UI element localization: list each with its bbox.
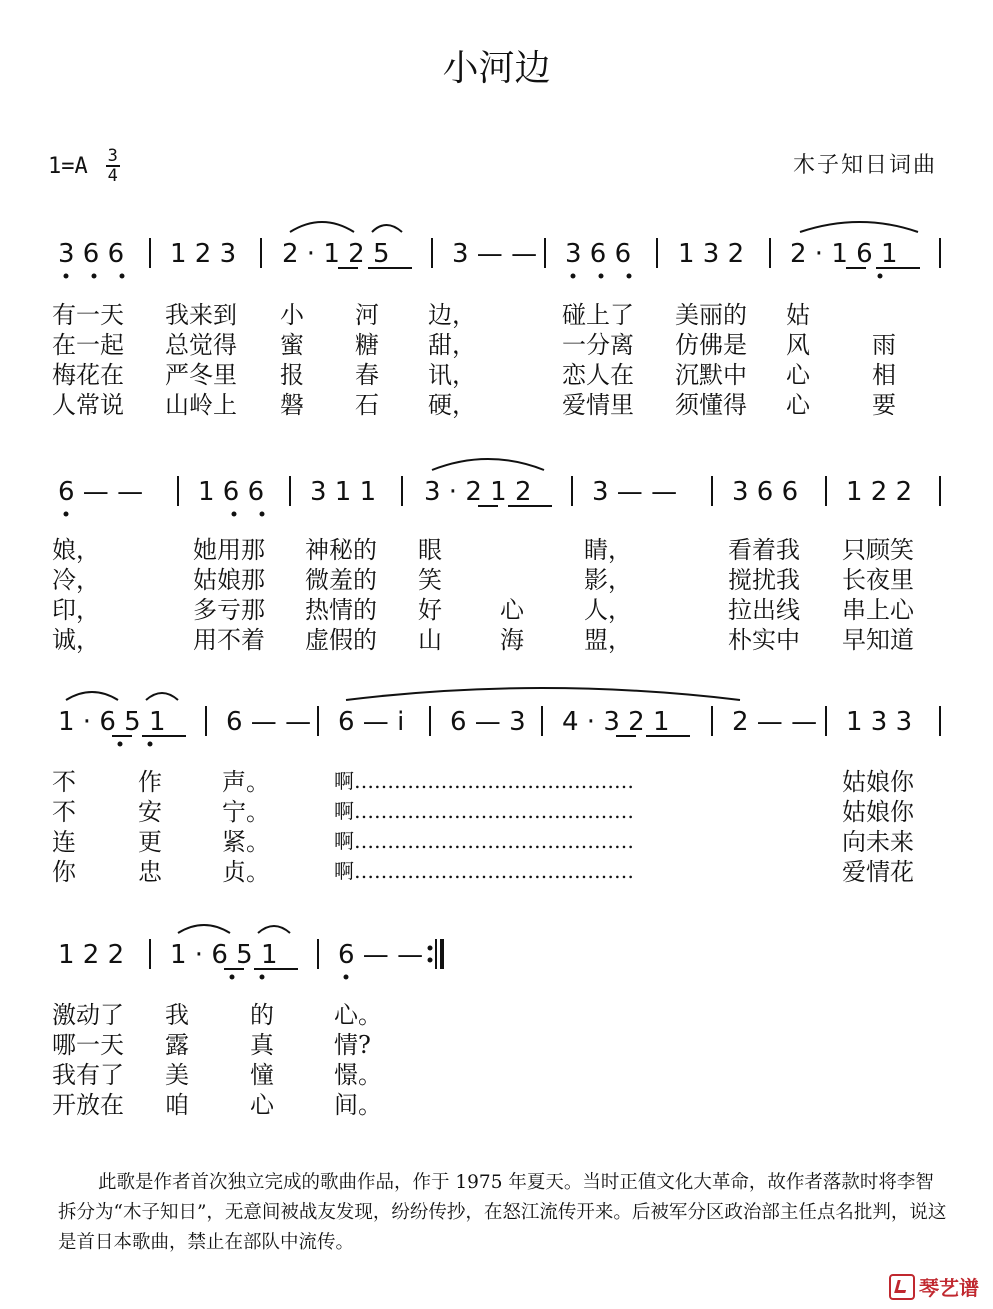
lyric: 虚假的: [305, 626, 377, 654]
m3-4: 6 — 3: [450, 707, 526, 737]
lyric: 印，: [52, 596, 100, 624]
system-4: [58, 940, 423, 970]
watermark-logo: [889, 1272, 979, 1301]
lyric: 啊……………………………………: [334, 769, 634, 793]
m4-3: 6 — —: [338, 940, 424, 970]
system-1-dots: [64, 274, 883, 279]
lyric: 我有了: [52, 1061, 124, 1089]
m2-7: 1 2 2: [846, 477, 913, 507]
lyric: 笑: [418, 566, 442, 594]
m2-5: 3 — —: [592, 477, 678, 507]
lyric: 河: [355, 301, 379, 329]
m2-1: 6 — —: [58, 477, 144, 507]
m3-3: 6 — i: [338, 707, 405, 737]
lyric: 啊……………………………………: [334, 859, 634, 883]
lyric: 憬。: [334, 1061, 382, 1089]
logo-icon: [889, 1274, 915, 1300]
lyric: 在一起: [52, 331, 124, 359]
lyric: 硬，: [428, 391, 476, 419]
watermark-text: 琴艺谱: [919, 1276, 979, 1300]
lyric: 我: [165, 1001, 189, 1029]
lyric: 真: [250, 1031, 274, 1059]
lyric: 人常说: [52, 391, 124, 419]
lyric: 姑娘你: [842, 768, 914, 796]
m3-7: 1 3 3: [846, 707, 913, 737]
lyric: 连: [52, 828, 76, 856]
lyric: 心: [250, 1091, 274, 1119]
system-3-dots: [118, 742, 153, 747]
lyric: 沉默中: [675, 361, 747, 389]
lyric: 冷，: [52, 566, 100, 594]
m2-6: 3 6 6: [732, 477, 799, 507]
lyric: 神秘的: [305, 536, 377, 564]
lyric: 长夜里: [842, 566, 914, 594]
system-2-marks: [178, 459, 940, 506]
lyric: 情?: [334, 1031, 371, 1059]
key-label: 1=A: [48, 153, 88, 179]
lyric: 严冬里: [165, 361, 237, 389]
lyric: 爱情里: [562, 391, 634, 419]
m3-5: 4 · 3 2 1: [562, 707, 670, 737]
song-note: 此歌是作者首次独立完成的歌曲作品，作于 1975 年夏天。当时正值文化大革命，故作者落款时将李智拆分为“木子知日”，无意间被战友发现，纷纷传抄，在怒江流传开来。后被军分区政治部主任点名批判，说这是首日本歌曲，禁止在部队中流传。: [58, 1172, 947, 1253]
m4-1: 1 2 2: [58, 940, 125, 970]
lyric: 总觉得: [165, 331, 237, 359]
lyric: 心: [500, 596, 524, 624]
lyric: 娘，: [52, 536, 100, 564]
lyric: 早知道: [842, 626, 914, 654]
m1-7: 2 · 1 6 1: [790, 239, 898, 269]
system-1: [58, 239, 898, 269]
lyric: 一分离: [562, 331, 634, 359]
lyric: 姑娘你: [842, 798, 914, 826]
lyric: 糖: [355, 331, 379, 359]
lyric: 更: [138, 828, 162, 856]
lyric: 石: [355, 391, 379, 419]
m3-1: 1 · 6 5 1: [58, 707, 166, 737]
lyric: 热情的: [305, 596, 377, 624]
lyric: 不: [52, 768, 76, 796]
lyric: 咱: [165, 1091, 189, 1119]
lyric: 搅扰我: [728, 566, 800, 594]
m1-5: 3 6 6: [565, 239, 632, 269]
lyric: 人，: [584, 596, 632, 624]
lyric: 只顾笑: [842, 536, 914, 564]
lyric: 甜，: [428, 331, 476, 359]
lyric: 仿佛是: [675, 331, 747, 359]
lyric: 用不着: [193, 626, 265, 654]
lyric: 美: [165, 1061, 189, 1089]
lyric: 蜜: [280, 331, 304, 359]
lyric: 她用那: [193, 536, 265, 564]
lyric: 不: [52, 798, 76, 826]
lyric: 露: [165, 1031, 189, 1059]
lyric: 讯，: [428, 361, 476, 389]
lyric: 边，: [428, 301, 476, 329]
lyric: 恋人在: [562, 361, 634, 389]
lyric: 看着我: [728, 536, 800, 564]
lyric: 串上心: [842, 596, 914, 624]
lyric: 心: [786, 361, 810, 389]
system-3: [58, 707, 912, 737]
lyric: 作: [138, 768, 162, 796]
lyric: 你: [52, 858, 76, 886]
lyric: 宁。: [222, 798, 270, 826]
lyric: 雨: [872, 331, 896, 359]
m4-2: 1 · 6 5 1: [170, 940, 278, 970]
lyric: 贞。: [222, 858, 270, 886]
lyric: 激动了: [52, 1001, 124, 1029]
lyric: 好: [418, 596, 442, 624]
m1-3: 2 · 1 2 5: [282, 239, 390, 269]
lyric: 碰上了: [562, 301, 634, 329]
lyric: 盟，: [584, 626, 632, 654]
lyric: 春: [355, 361, 379, 389]
lyric: 心: [786, 391, 810, 419]
lyric: 报: [280, 361, 304, 389]
lyric: 相: [872, 361, 896, 389]
lyric: 我来到: [165, 301, 237, 329]
lyric: 梅花在: [52, 361, 124, 389]
lyric: 拉出线: [728, 596, 800, 624]
lyric: 朴实中: [728, 626, 800, 654]
m1-2: 1 2 3: [170, 239, 237, 269]
lyric: 爱情花: [842, 858, 914, 886]
lyric: 声。: [222, 768, 270, 796]
lyric: 姑娘那: [193, 566, 265, 594]
lyric: 多亏那: [193, 596, 265, 624]
lyric: 开放在: [52, 1091, 124, 1119]
m3-6: 2 — —: [732, 707, 818, 737]
system-2-dots: [64, 512, 265, 517]
lyric: 要: [872, 391, 896, 419]
lyric: 影，: [584, 566, 632, 594]
lyric: 美丽的: [675, 301, 747, 329]
time-top: 3: [107, 146, 118, 166]
lyric: 山岭上: [165, 391, 237, 419]
lyric: 的: [250, 1001, 274, 1029]
lyric: 磐: [280, 391, 304, 419]
lyric: 须懂得: [675, 391, 747, 419]
lyric: 啊……………………………………: [334, 799, 634, 823]
m3-2: 6 — —: [226, 707, 312, 737]
m2-2: 1 6 6: [198, 477, 265, 507]
lyric: 诚，: [52, 626, 100, 654]
lyric: 安: [138, 798, 162, 826]
lyric: 间。: [334, 1091, 382, 1119]
lyric: 紧。: [222, 828, 270, 856]
lyric: 忠: [138, 858, 162, 886]
lyric: 山: [418, 626, 442, 654]
lyric: 睛，: [584, 536, 632, 564]
m1-4: 3 — —: [452, 239, 538, 269]
song-title: 小河边: [442, 48, 551, 89]
lyric: 小: [280, 301, 304, 329]
m1-1: 3 6 6: [58, 239, 125, 269]
m2-4: 3 · 2 1 2: [424, 477, 532, 507]
lyric: 微羞的: [305, 566, 377, 594]
lyric: 啊……………………………………: [334, 829, 634, 853]
lyric: 哪一天: [52, 1031, 124, 1059]
lyric: 风: [786, 331, 810, 359]
lyric: 海: [500, 626, 524, 654]
m1-6: 1 3 2: [678, 239, 745, 269]
lyric: 眼: [418, 536, 442, 564]
time-bottom: 4: [107, 166, 118, 186]
lyric: 向未来: [842, 828, 914, 856]
lyric: 有一天: [52, 301, 124, 329]
lyric: 憧: [250, 1061, 274, 1089]
system-2: [58, 477, 912, 507]
lyric: 心。: [334, 1001, 382, 1029]
composer-credit: 木子知日词曲: [792, 153, 937, 178]
lyric: 姑: [786, 301, 810, 329]
m2-3: 3 1 1: [310, 477, 377, 507]
